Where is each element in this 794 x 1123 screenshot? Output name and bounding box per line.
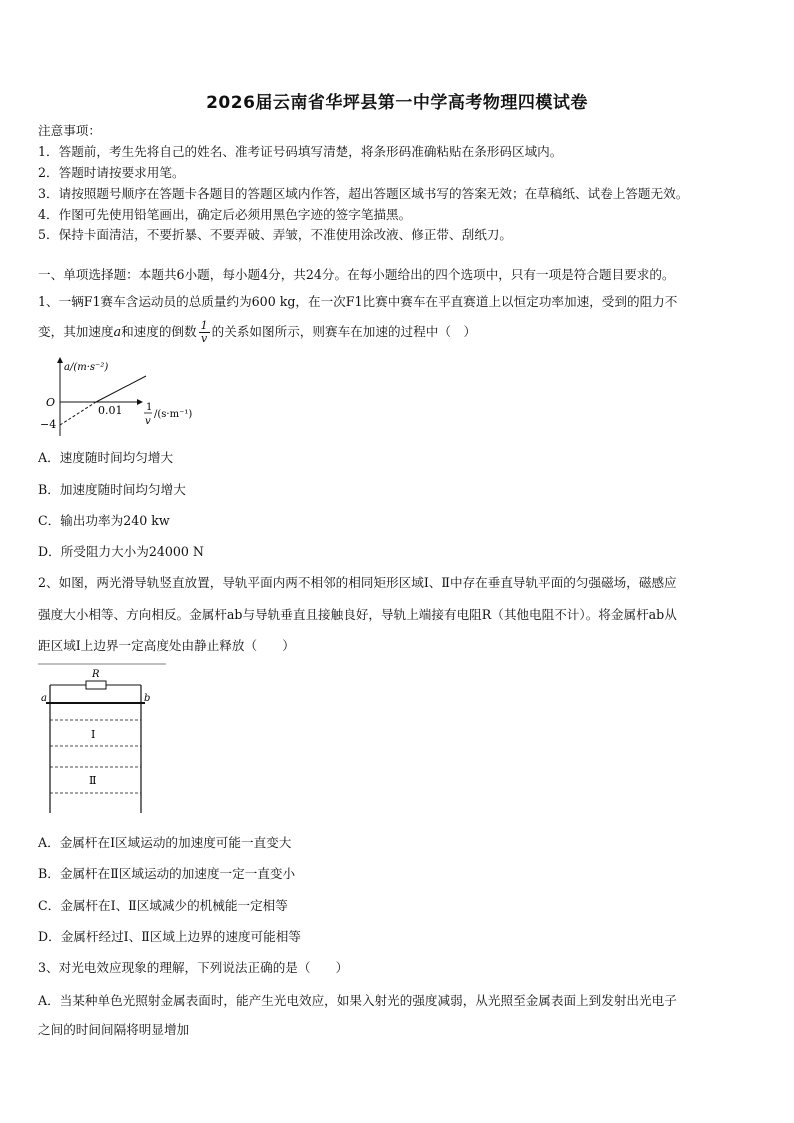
section-heading: 一、单项选择题：本题共6小题，每小题4分，共24分。在每小题给出的四个选项中，只有一项是符合题目要求的。 <box>38 267 675 282</box>
stem-text: 和速度的倒数 <box>121 324 197 339</box>
resistor <box>86 681 106 689</box>
notice-item: 3．请按照题号顺序在答题卡各题目的答题区域内作答，超出答题区域书写的答案无效；在草稿纸、试卷上答题无效。 <box>38 186 689 201</box>
x-axis-label-num: 1 <box>146 402 153 413</box>
rail-circuit-diagram <box>38 660 170 818</box>
label-a: a <box>41 693 47 704</box>
option-3a: A．当某种单色光照射金属表面时，能产生光电效应，如果入射光的强度减弱，从光照至金属表面上到发射出光电子 <box>38 993 677 1008</box>
label-b: b <box>144 693 151 704</box>
question-2-stem: 2、如图，两光滑导轨竖直放置，导轨平面内两不相邻的相同矩形区域Ⅰ、Ⅱ中存在垂直导轨平面的匀强磁场，磁感应 <box>38 575 677 590</box>
option-2a: A．金属杆在Ⅰ区域运动的加速度可能一直变大 <box>38 835 292 850</box>
graph-line <box>96 376 146 402</box>
x-axis-label-unit: /(s·m⁻¹) <box>154 409 193 420</box>
notice-heading: 注意事项： <box>38 123 101 138</box>
notice-item: 1．答题前，考生先将自己的姓名、准考证号码填写清楚，将条形码准确粘贴在条形码区域内。 <box>38 144 563 159</box>
option-1a: A．速度随时间均匀增大 <box>38 450 174 465</box>
fraction-numerator: 1 <box>200 319 208 332</box>
option-1c: C．输出功率为240 kw <box>38 513 170 528</box>
region-2-label: Ⅱ <box>89 774 97 787</box>
option-2d: D．金属杆经过Ⅰ、Ⅱ区域上边界的速度可能相等 <box>38 929 301 944</box>
graph-dashed-line <box>60 402 96 425</box>
resistor-label: R <box>92 669 100 680</box>
option-1b: B．加速度随时间均匀增大 <box>38 482 186 497</box>
symbol-a: a <box>113 324 122 339</box>
option-2b: B．金属杆在Ⅱ区域运动的加速度一定一直变小 <box>38 866 296 881</box>
notice-item: 4．作图可先使用铅笔画出，确定后必须用黑色字迹的签字笔描黑。 <box>38 207 412 222</box>
notice-item: 5．保持卡面清洁，不要折暴、不要弄破、弄皱，不准使用涂改液、修正带、刮纸刀。 <box>38 227 512 242</box>
question-2-stem-line2: 强度大小相等、方向相反。金属杆ab与导轨垂直且接触良好，导轨上端接有电阻R（其他电阻不计）。将金属杆ab从 <box>38 607 677 622</box>
question-3-stem: 3、对光电效应现象的理解，下列说法正确的是（ ） <box>38 960 349 975</box>
question-1-stem-line2 <box>38 320 476 345</box>
fraction-denominator: v <box>201 332 208 345</box>
origin-label: O <box>46 396 56 409</box>
notice-item: 2．答题时请按要求用笔。 <box>38 165 185 180</box>
page-title: 2026届云南省华坪县第一中学高考物理四模试卷 <box>206 93 588 113</box>
option-2c: C．金属杆在Ⅰ、Ⅱ区域减少的机械能一定相等 <box>38 898 288 913</box>
y-intercept-label: −4 <box>40 418 57 431</box>
x-intercept-label: 0.01 <box>98 404 123 417</box>
stem-text: 的关系如图所示，则赛车在加速的过程中（ ） <box>211 324 477 339</box>
question-1-stem: 1、一辆F1赛车含运动员的总质量约为600 kg，在一次F1比赛中赛车在平直赛道上以恒定功率加速，受到的阻力不 <box>38 294 678 309</box>
acceleration-graph <box>38 352 218 444</box>
question-2-stem-line3: 距区域Ⅰ上边界一定高度处由静止释放（ ） <box>38 638 295 653</box>
option-1d: D．所受阻力大小为24000 N <box>38 544 204 559</box>
option-3a-line2: 之间的时间间隔将明显增加 <box>38 1022 190 1037</box>
stem-text: 变，其加速度 <box>38 324 114 339</box>
y-axis-label: a/(m·s⁻²) <box>64 362 109 373</box>
region-1-label: Ⅰ <box>91 728 96 741</box>
reciprocal-v-fraction <box>199 320 210 345</box>
x-axis-label-den: v <box>145 416 151 427</box>
